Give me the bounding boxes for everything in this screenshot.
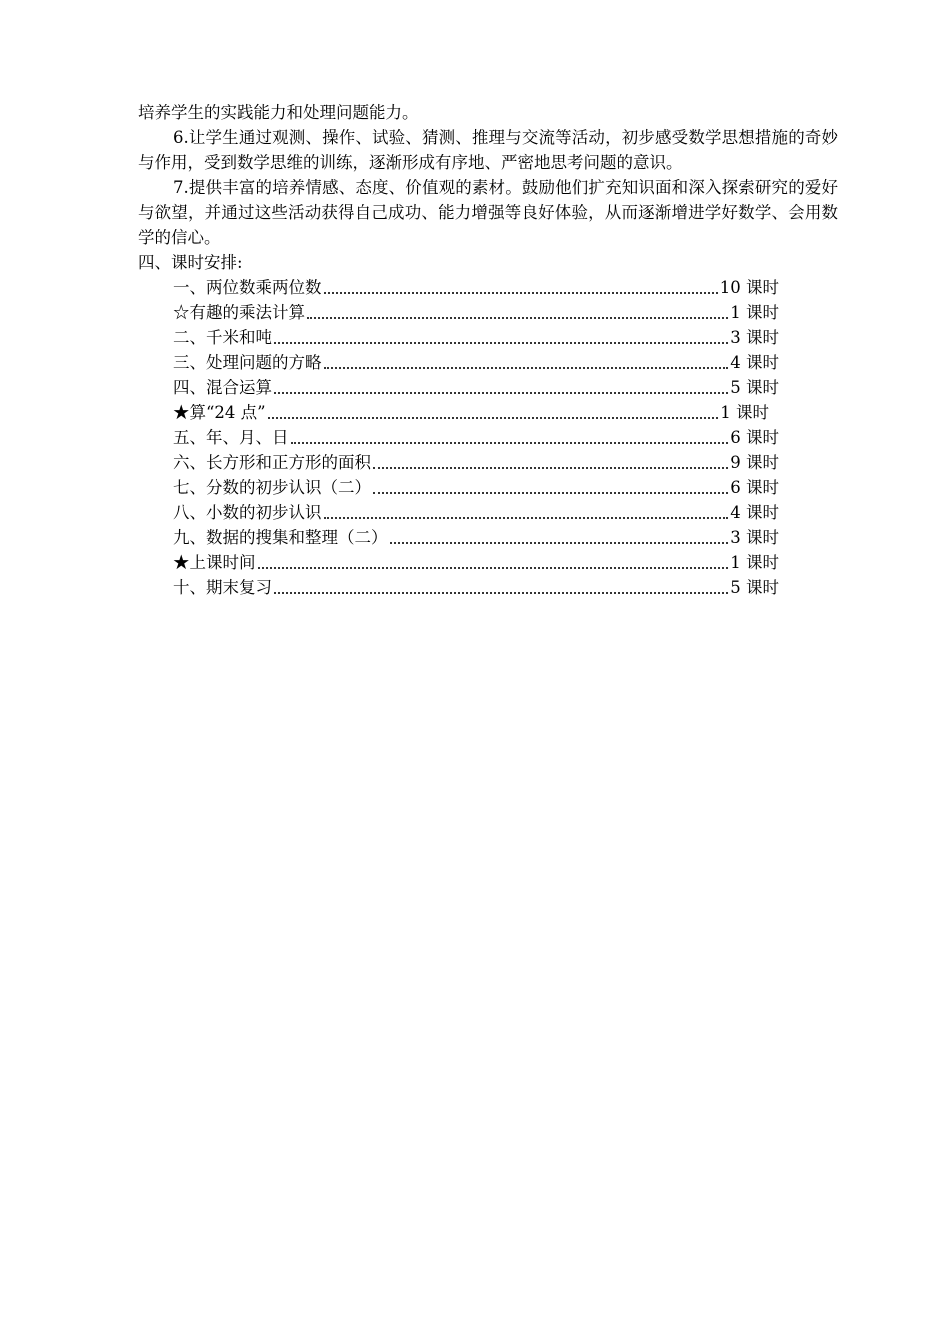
dot-leader: [324, 507, 729, 519]
schedule-hours: 4 课时: [730, 353, 779, 372]
schedule-list: [138, 275, 838, 600]
schedule-row: [173, 375, 779, 400]
paragraph-item-7: 7.提供丰富的培养情感、态度、价值观的素材。鼓励他们扩充知识面和深入探索研究的爱好与欲望，并通过这些活动获得自己成功、能力增强等良好体验，从而逐渐增进学好数学、会用数学的信心。: [138, 178, 838, 247]
schedule-hours: 6 课时: [730, 478, 779, 497]
schedule-hours: 5 课时: [730, 578, 779, 597]
schedule-title: ★算“24 点”: [173, 403, 266, 422]
schedule-title: 五、年、月、日: [173, 428, 289, 447]
schedule-title: 一、两位数乘两位数: [173, 278, 322, 297]
schedule-row: [173, 525, 779, 550]
schedule-hours: 5 课时: [730, 378, 779, 397]
dot-leader: [274, 582, 728, 594]
schedule-row: [173, 425, 779, 450]
schedule-title: 六、长方形和正方形的面积: [173, 453, 371, 472]
dot-leader: [307, 307, 728, 319]
dot-leader: [390, 532, 729, 544]
schedule-hours: 3 课时: [730, 528, 779, 547]
paragraph-item-6: 6.让学生通过观测、操作、试验、猜测、推理与交流等活动，初步感受数学思想措施的奇妙与作用，受到数学思维的训练，逐渐形成有序地、严密地思考问题的意识。: [138, 128, 838, 172]
dot-leader: [324, 357, 729, 369]
schedule-hours: 9 课时: [730, 453, 779, 472]
dot-leader: [291, 432, 729, 444]
schedule-hours: 1 课时: [730, 553, 779, 572]
schedule-hours: 3 课时: [730, 328, 779, 347]
schedule-title: 三、处理问题的方略: [173, 353, 322, 372]
schedule-row: [173, 350, 779, 375]
dot-leader: [274, 332, 728, 344]
schedule-title: 二、千米和吨: [173, 328, 272, 347]
schedule-hours: 4 课时: [730, 503, 779, 522]
schedule-title: 十、期末复习: [173, 578, 272, 597]
schedule-row: [173, 450, 779, 475]
schedule-title: 四、混合运算: [173, 378, 272, 397]
paragraph-continuation: 培养学生的实践能力和处理问题能力。: [138, 103, 419, 122]
schedule-hours: 1 课时: [730, 303, 779, 322]
dot-leader: [324, 282, 718, 294]
schedule-title: 八、小数的初步认识: [173, 503, 322, 522]
dot-leader: [373, 457, 728, 469]
dot-leader: [258, 557, 729, 569]
schedule-row: [173, 400, 769, 425]
schedule-row: [173, 275, 779, 300]
schedule-title: ☆有趣的乘法计算: [173, 303, 305, 322]
schedule-hours: 1 课时: [720, 403, 769, 422]
document-body: [138, 100, 838, 600]
schedule-row: [173, 325, 779, 350]
schedule-hours: 10 课时: [719, 278, 779, 297]
schedule-title: 九、数据的搜集和整理（二）: [173, 528, 388, 547]
dot-leader: [268, 407, 719, 419]
schedule-hours: 6 课时: [730, 428, 779, 447]
schedule-row: [173, 575, 779, 600]
schedule-row: [173, 500, 779, 525]
schedule-title: ★上课时间: [173, 553, 256, 572]
dot-leader: [274, 382, 728, 394]
schedule-row: [173, 475, 779, 500]
dot-leader: [373, 482, 728, 494]
schedule-row: [173, 300, 779, 325]
schedule-row: [173, 550, 779, 575]
schedule-title: 七、分数的初步认识（二）: [173, 478, 371, 497]
section-heading: 四、课时安排:: [138, 253, 243, 272]
